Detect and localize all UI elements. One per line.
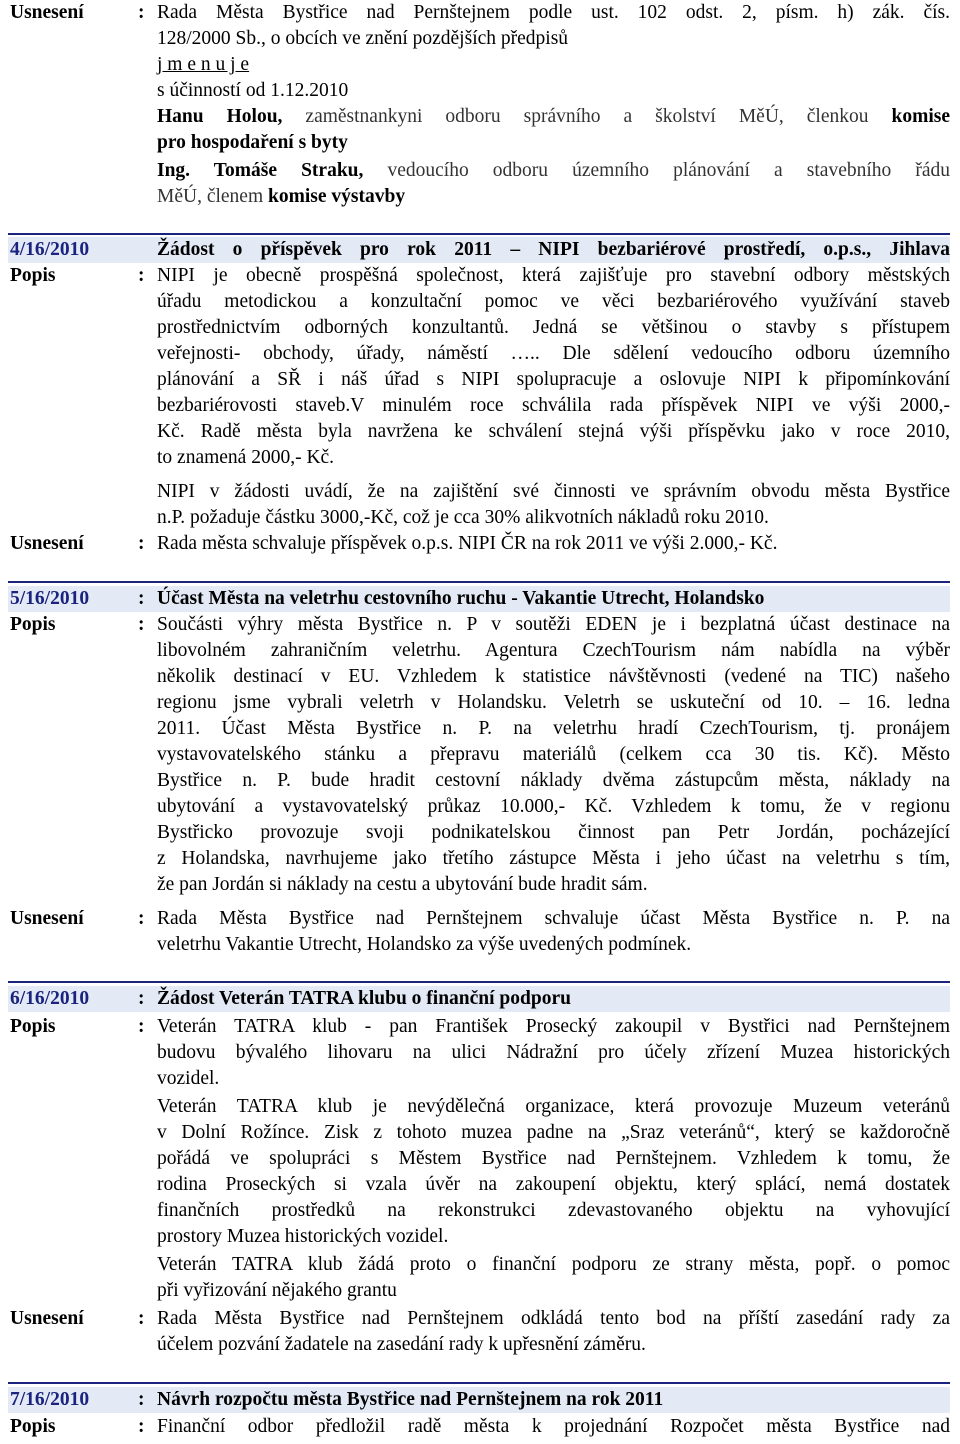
item-number: 4/16/2010 [10,239,90,260]
popis-line: regionu jsme vybrali veletrh v Holandsku. Veletrh se uskuteční od 10. – 16. ledna [157,692,950,713]
popis-line: budovu bývalého lihovaru na ulici Nádražní pro účely zřízení Muzea historických [157,1042,950,1063]
usneseni-text-line [157,104,950,130]
item-title: Žádost o příspěvek pro rok 2011 – NIPI bezbariérové prostředí, o.p.s., Jihlava [157,239,950,260]
usneseni-label: Usnesení [10,908,84,929]
usneseni-text-line [157,184,405,210]
popis-line: několik destinací v EU. Vzhledem k statistice návštěvnosti (vedené na TIC) našeho [157,666,950,687]
item-title: Žádost Veterán TATRA klubu o finanční podporu [157,988,571,1009]
popis-line: Bystřicko provozuje svoji podnikatelskou činnost pan Petr Jordán, pocházející [157,822,950,843]
popis-label: Popis [10,1416,56,1437]
popis-line: n.P. požaduje částku 3000,-Kč, což je cca 30% alikvotních nákladů roku 2010. [157,507,769,528]
colon: : [138,2,145,23]
colon: : [138,1308,145,1329]
colon: : [138,908,145,929]
usneseni-text-line: s účinností od 1.12.2010 [157,80,349,101]
popis-line: v Dolní Rožínce. Zisk z tohoto muzea padne na „Sraz veteránů“, který se každoročně [157,1122,950,1143]
popis-line: Kč. Radě města byla navržena ke schválení stejná výši příspěvku jako v roce 2010, [157,421,950,442]
usneseni-text-line: Rada Města Bystřice nad Pernštejnem odkládá tento bod na příští zasedání rady za [157,1308,950,1329]
popis-line: NIPI v žádosti uvádí, že na zajištění své činnosti ve správním obvodu města Bystřice [157,481,950,502]
committee-name: pro hospodaření s byty [157,132,348,153]
usneseni-text-line: účelem pozvání žadatele na zasedání rady k upřesnění záměru. [157,1334,646,1355]
item-title: Účast Města na veletrhu cestovního ruchu - Vakantie Utrecht, Holandsko [157,588,765,609]
popis-line: NIPI je obecně prospěšná společnost, která zajišťuje pro stavební odbory městských [157,265,950,286]
item-number: 7/16/2010 [10,1389,90,1410]
colon: : [138,533,145,554]
colon: : [138,988,145,1009]
usneseni-text-line: veletrhu Vakantie Utrecht, Holandsko za výše uvedených podmínek. [157,934,692,955]
usneseni-text-line [157,158,950,184]
popis-line: Bystřice n. P. bude hradit cestovní náklady dvěma zástupcům města, náklady na [157,770,950,791]
popis-line: Veterán TATRA klub - pan František Prosecký zakoupil v Bystřici nad Pernštejnem [157,1016,950,1037]
popis-line: z Holandska, navrhujeme jako třetího zástupce Města i jeho účast na veletrhu s tím, [157,848,950,869]
appointee-role: zaměstnankyni odboru správního a školství MěÚ, členkou [282,106,892,127]
popis-line: Veterán TATRA klub žádá proto o finanční podporu ze strany města, popř. o pomoc [157,1254,950,1275]
usneseni-label: Usnesení [10,533,84,554]
popis-line: rodina Proseckých si vzala úvěr na zakoupení objektu, který splácí, nemá dostatek [157,1174,950,1195]
item-title: Návrh rozpočtu města Bystřice nad Pernštejnem na rok 2011 [157,1389,664,1410]
popis-line: úřadu metodickou a konzultační pomoc ve věci bezbariérového využívání staveb [157,291,950,312]
popis-line: plánování a SŘ i náš úřad s NIPI spolupracuje a oslovuje NIPI k připomínkování [157,369,950,390]
item-number: 5/16/2010 [10,588,90,609]
section-divider [8,981,950,983]
usneseni-text-line: Rada Města Bystřice nad Pernštejnem podle ust. 102 odst. 2, písm. h) zák. čís. [157,2,950,23]
popis-line: při vyřizování nějakého grantu [157,1280,397,1301]
popis-line: vozidel. [157,1068,220,1089]
popis-line: prostory Muzea historických vozidel. [157,1226,449,1247]
usneseni-text-line: Rada města schvaluje příspěvek o.p.s. NIPI ČR na rok 2011 ve výši 2.000,- Kč. [157,533,778,554]
colon: : [138,614,145,635]
usneseni-text-line: 128/2000 Sb., o obcích ve znění pozdějších předpisů [157,28,569,49]
popis-line: pořádá ve spolupráci s Městem Bystřice nad Pernštejnem. Vzhledem k tomu, že [157,1148,950,1169]
popis-line: bezbariérovosti staveb.V minulém roce schválila rada příspěvek NIPI ve výši 2000,- [157,395,950,416]
appointee-role: vedoucího odboru územního plánování a stavebního řádu [363,160,950,181]
section-divider [8,1382,950,1384]
usneseni-jmenuje: j m e n u j e [157,54,250,75]
popis-label: Popis [10,265,56,286]
popis-line: Součásti výhry města Bystřice n. P v soutěži EDEN je i bezplatná účast destinace na [157,614,950,635]
popis-line: finančních prostředků na rekonstrukci zdevastovaného objektu na vyhovující [157,1200,950,1221]
popis-line: veřejnosti- obchody, úřady, náměstí ….. Dle sdělení vedoucího odboru územního [157,343,950,364]
usneseni-label: Usnesení [10,2,84,23]
popis-line: libovolném zahraničním veletrhu. Agentura CzechTourism nám nabídla na výběr [157,640,950,661]
appointee-role: MěÚ, členem [157,186,269,207]
section-divider [8,233,950,235]
colon: : [138,1416,145,1437]
popis-line: Finanční odbor předložil radě města k projednání Rozpočet města Bystřice nad [157,1416,950,1437]
appointee-name: Ing. Tomáše Straku, [157,160,364,181]
popis-line: to znamená 2000,- Kč. [157,447,335,468]
popis-line: prostřednictvím odborných konzultantů. Jedná se většinou o stavby s přístupem [157,317,950,338]
popis-line: vystavovatelského stánku a přepravu materiálů (celkem cca 30 tis. Kč). Město [157,744,950,765]
popis-line: že pan Jordán si náklady na cestu a ubytování bude hradit sám. [157,874,648,895]
popis-label: Popis [10,614,56,635]
popis-line: ubytování a vystavovatelský průkaz 10.000,- Kč. Vzhledem k tomu, že v regionu [157,796,950,817]
popis-line: Veterán TATRA klub je nevýdělečná organizace, která provozuje Muzeum veteránů [157,1096,950,1117]
usneseni-label: Usnesení [10,1308,84,1329]
section-divider [8,581,950,583]
committee-name: komise [891,106,951,127]
committee-name: komise výstavby [268,186,406,207]
colon: : [138,588,145,609]
colon: : [138,265,145,286]
colon: : [138,1389,145,1410]
appointee-name: Hanu Holou, [157,106,283,127]
usneseni-text-line: Rada Města Bystřice nad Pernštejnem schvaluje účast Města Bystřice n. P. na [157,908,950,929]
popis-line: 2011. Účast Města Bystřice n. P. na veletrhu hradí CzechTourism, tj. pronájem [157,718,950,739]
colon: : [138,1016,145,1037]
popis-label: Popis [10,1016,56,1037]
item-number: 6/16/2010 [10,988,90,1009]
